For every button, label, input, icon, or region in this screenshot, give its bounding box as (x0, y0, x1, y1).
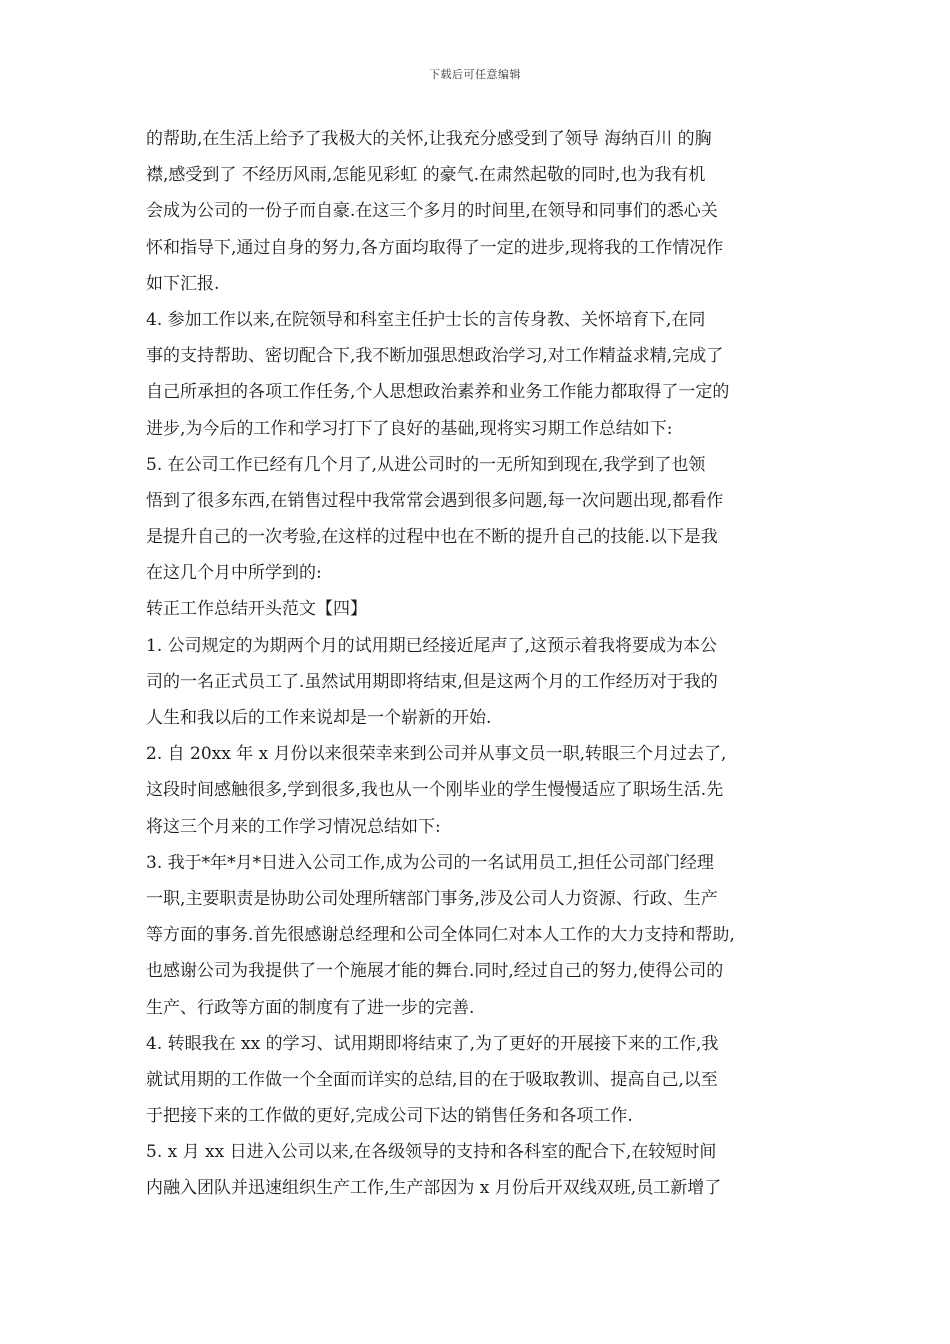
text-line: 在这几个月中所学到的: (146, 563, 322, 584)
text-line: 会成为公司的一份子而自豪.在这三个多月的时间里,在领导和同事们的悉心关 (146, 201, 718, 222)
text-line: 事的支持帮助、密切配合下,我不断加强思想政治学习,对工作精益求精,完成了 (146, 346, 724, 367)
text-line: 就试用期的工作做一个全面而详实的总结,目的在于吸取教训、提高自己,以至 (146, 1069, 718, 1090)
text-line: 4. 转眼我在 xx 的学习、试用期即将结束了,为了更好的开展接下来的工作,我 (146, 1033, 719, 1054)
text-line: 也感谢公司为我提供了一个施展才能的舞台.同时,经过自己的努力,使得公司的 (146, 961, 724, 982)
document-body (146, 121, 811, 1207)
text-line: 人生和我以后的工作来说却是一个崭新的开始. (146, 708, 492, 728)
text-line: 等方面的事务.首先很感谢总经理和公司全体同仁对本人工作的大力支持和帮助, (146, 925, 735, 946)
text-line: 自己所承担的各项工作任务,个人思想政治素养和业务工作能力都取得了一定的 (146, 382, 730, 403)
text-line: 生产、行政等方面的制度有了进一步的完善. (146, 997, 475, 1018)
page-header: 下载后可任意编辑 (429, 68, 521, 81)
text-line: 5. 在公司工作已经有几个月了,从进公司时的一无所知到现在,我学到了也领 (146, 454, 706, 475)
text-line: 襟,感受到了 不经历风雨,怎能见彩虹 的豪气.在肃然起敬的同时,也为我有机 (146, 165, 706, 186)
text-line: 一职,主要职责是协助公司处理所辖部门事务,涉及公司人力资源、行政、生产 (146, 888, 718, 909)
text-line: 内融入团队并迅速组织生产工作,生产部因为 x 月份后开双线双班,员工新增了 (146, 1178, 722, 1199)
text-line: 进步,为今后的工作和学习打下了良好的基础,现将实习期工作总结如下: (146, 418, 673, 439)
text-line: 3. 我于*年*月*日进入公司工作,成为公司的一名试用员工,担任公司部门经理 (146, 852, 714, 873)
text-line: 将这三个月来的工作学习情况总结如下: (146, 816, 441, 837)
text-line: 5. x 月 xx 日进入公司以来,在各级领导的支持和各科室的配合下,在较短时间 (146, 1142, 717, 1163)
text-line: 司的一名正式员工了.虽然试用期即将结束,但是这两个月的工作经历对于我的 (146, 671, 718, 692)
text-line: 如下汇报. (146, 273, 220, 294)
text-line: 怀和指导下,通过自身的努力,各方面均取得了一定的进步,现将我的工作情况作 (146, 237, 724, 258)
text-line: 这段时间感触很多,学到很多,我也从一个刚毕业的学生慢慢适应了职场生活.先 (146, 780, 724, 801)
text-line: 2. 自 20xx 年 x 月份以来很荣幸来到公司并从事文员一职,转眼三个月过去了, (146, 744, 727, 765)
text-line: 是提升自己的一次考验,在这样的过程中也在不断的提升自己的技能.以下是我 (146, 527, 718, 548)
text-line: 1. 公司规定的为期两个月的试用期已经接近尾声了,这预示着我将要成为本公 (146, 635, 718, 656)
text-line: 4. 参加工作以来,在院领导和科室主任护士长的言传身教、关怀培育下,在同 (146, 309, 706, 330)
text-line: 的帮助,在生活上给予了我极大的关怀,让我充分感受到了领导 海纳百川 的胸 (146, 129, 712, 149)
section-heading: 转正工作总结开头范文【四】 (146, 599, 367, 620)
text-line: 悟到了很多东西,在销售过程中我常常会遇到很多问题,每一次问题出现,都看作 (146, 490, 724, 511)
text-line: 于把接下来的工作做的更好,完成公司下达的销售任务和各项工作. (146, 1106, 633, 1127)
